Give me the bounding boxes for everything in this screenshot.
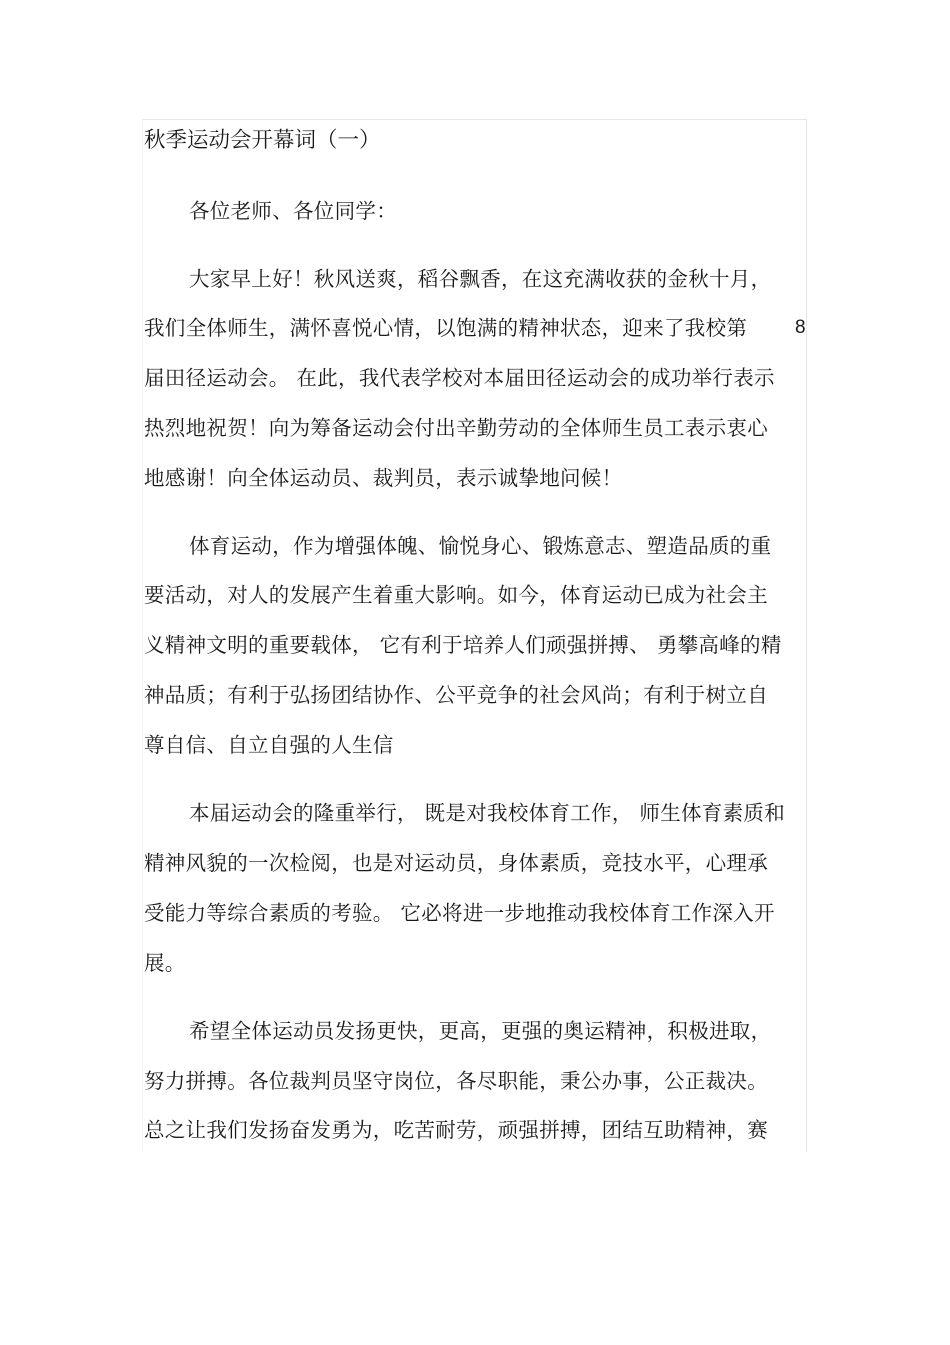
paragraph-4-line-1: 希望全体运动员发扬更快，更高，更强的奥运精神，积极进取， [189, 1019, 772, 1043]
paragraph-1-line-1: 大家早上好！秋风送爽，稻谷飘香，在这充满收获的金秋十月， [189, 267, 772, 291]
paragraph-2-line-3: 义精神文明的重要载体， 它有利于培养人们顽强拼搏、 勇攀高峰的精 [144, 633, 782, 657]
page-number: 8 [795, 317, 806, 338]
paragraph-1-line-5: 地感谢！向全体运动员、裁判员，表示诚挚地问候！ [144, 466, 623, 490]
paragraph-2-line-2: 要活动，对人的发展产生着重大影响。如今，体育运动已成为社会主 [144, 583, 768, 607]
paragraph-3-line-4: 展。 [144, 951, 186, 975]
paragraph-2-line-4: 神品质；有利于弘扬团结协作、公平竞争的社会风尚；有利于树立自 [144, 683, 768, 707]
paragraph-1-line-3: 届田径运动会。 在此，我代表学校对本届田径运动会的成功举行表示 [144, 366, 775, 390]
paragraph-3-line-1: 本届运动会的隆重举行， 既是对我校体育工作， 师生体育素质和 [189, 801, 786, 825]
document-title: 秋季运动会开幕词（一） [144, 128, 381, 153]
paragraph-3-line-2: 精神风貌的一次检阅，也是对运动员，身体素质，竞技水平，心理承 [144, 851, 768, 875]
paragraph-4-line-2: 努力拼搏。各位裁判员坚守岗位，各尽职能，秉公办事，公正裁决。 [144, 1069, 768, 1093]
paragraph-3-line-3: 受能力等综合素质的考验。 它必将进一步地推动我校体育工作深入开 [144, 901, 775, 925]
paragraph-1-line-4: 热烈地祝贺！向为筹备运动会付出辛勤劳动的全体师生员工表示衷心 [144, 416, 768, 440]
paragraph-2-line-1: 体育运动，作为增强体魄、愉悦身心、锻炼意志、塑造品质的重 [189, 534, 772, 558]
greeting: 各位老师、各位同学： [189, 199, 397, 223]
paragraph-1-line-2: 我们全体师生，满怀喜悦心情，以饱满的精神状态，迎来了我校第 [144, 316, 748, 340]
paragraph-2-line-5: 尊自信、自立自强的人生信 [144, 733, 394, 757]
paragraph-4-line-3: 总之让我们发扬奋发勇为，吃苦耐劳，顽强拼搏，团结互助精神，赛 [144, 1118, 768, 1142]
